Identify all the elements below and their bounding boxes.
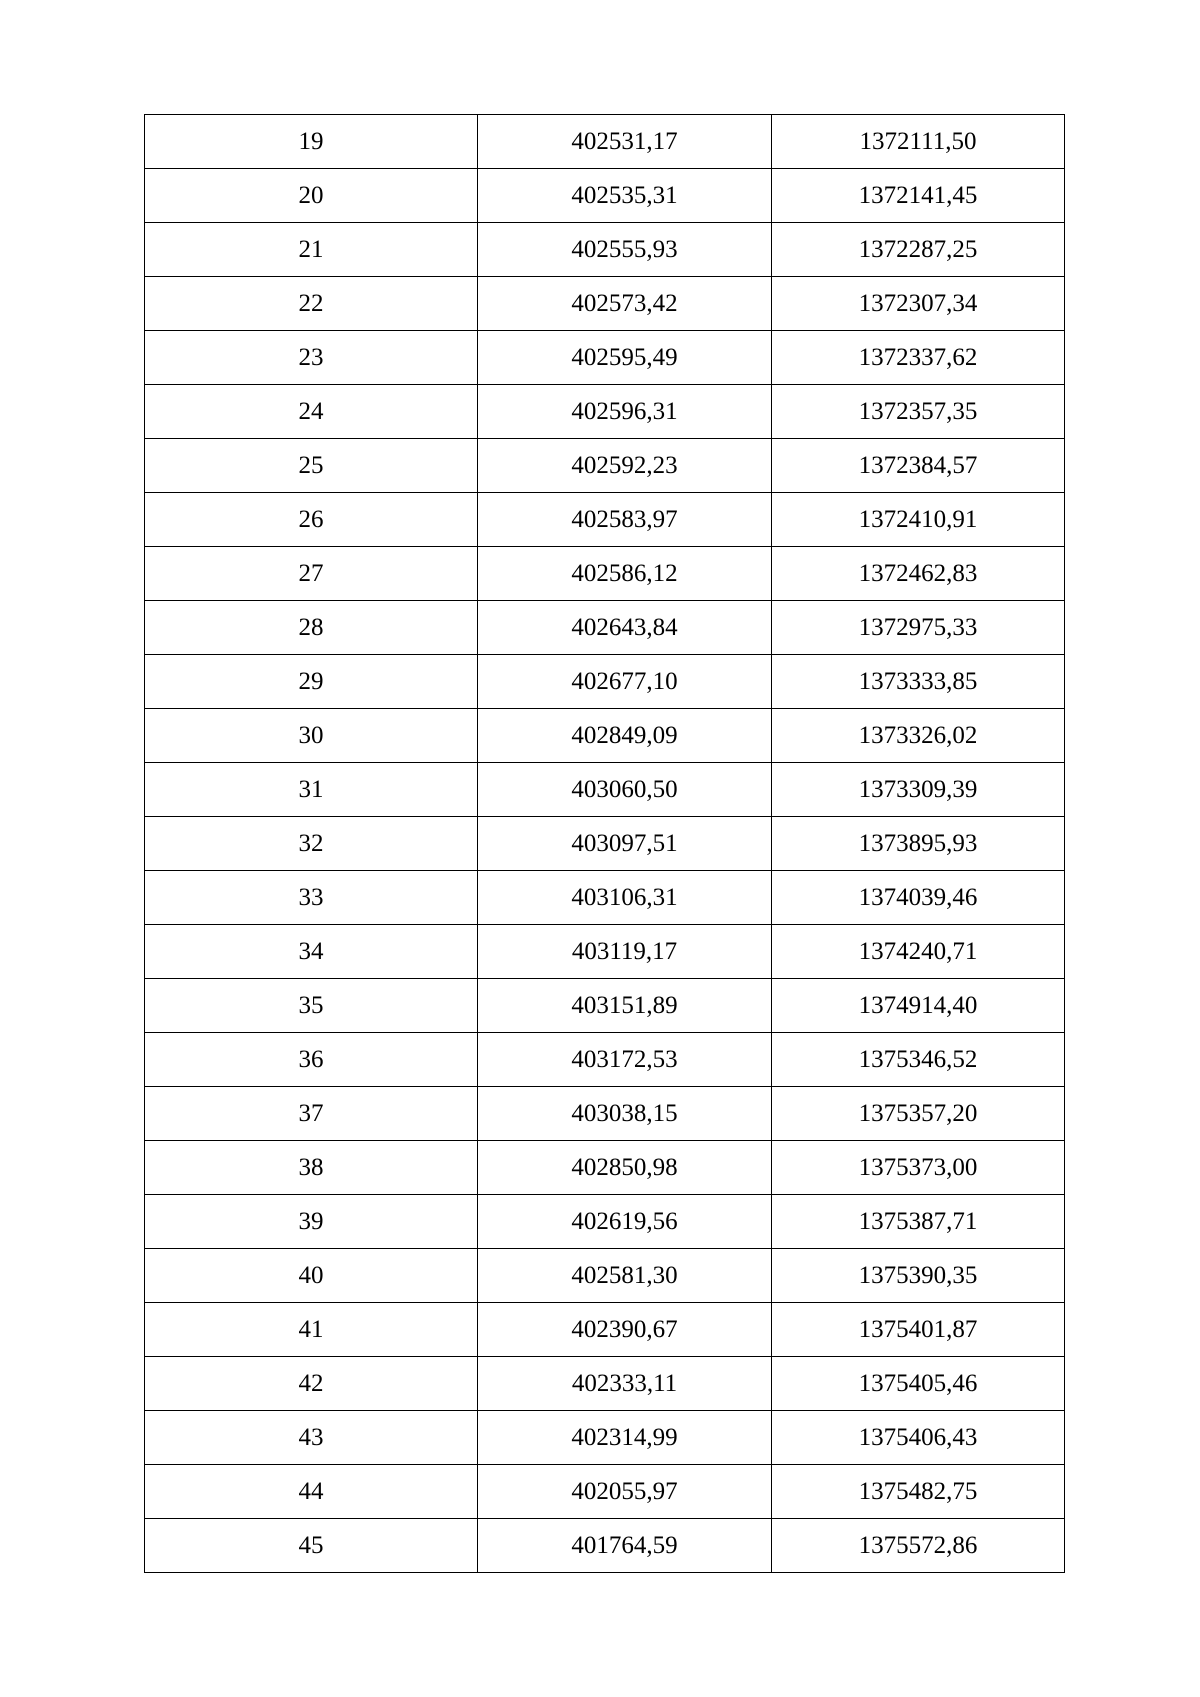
- point-number-cell: 27: [145, 547, 478, 601]
- table-row: [145, 1195, 1065, 1249]
- x-coordinate-cell: 402595,49: [478, 331, 772, 385]
- x-coordinate-cell: 402849,09: [478, 709, 772, 763]
- point-number-cell: 23: [145, 331, 478, 385]
- y-coordinate-cell: 1372287,25: [772, 223, 1065, 277]
- table-row: [145, 1303, 1065, 1357]
- point-number-cell: 26: [145, 493, 478, 547]
- x-coordinate-cell: 402643,84: [478, 601, 772, 655]
- x-coordinate-cell: 403097,51: [478, 817, 772, 871]
- table-row: [145, 1141, 1065, 1195]
- x-coordinate-cell: 403060,50: [478, 763, 772, 817]
- point-number-cell: 21: [145, 223, 478, 277]
- coordinates-table-body: [145, 115, 1065, 1573]
- x-coordinate-cell: 402592,23: [478, 439, 772, 493]
- point-number-cell: 35: [145, 979, 478, 1033]
- x-coordinate-cell: 402390,67: [478, 1303, 772, 1357]
- point-number-cell: 28: [145, 601, 478, 655]
- point-number-cell: 29: [145, 655, 478, 709]
- table-row: [145, 277, 1065, 331]
- table-row: [145, 763, 1065, 817]
- table-row: [145, 925, 1065, 979]
- y-coordinate-cell: 1375406,43: [772, 1411, 1065, 1465]
- point-number-cell: 37: [145, 1087, 478, 1141]
- y-coordinate-cell: 1373895,93: [772, 817, 1065, 871]
- table-row: [145, 169, 1065, 223]
- x-coordinate-cell: 403119,17: [478, 925, 772, 979]
- x-coordinate-cell: 402586,12: [478, 547, 772, 601]
- table-row: [145, 115, 1065, 169]
- table-row: [145, 655, 1065, 709]
- point-number-cell: 44: [145, 1465, 478, 1519]
- coordinates-table: [144, 114, 1065, 1573]
- table-row: [145, 1033, 1065, 1087]
- table-row: [145, 979, 1065, 1033]
- table-row: [145, 547, 1065, 601]
- x-coordinate-cell: 402596,31: [478, 385, 772, 439]
- point-number-cell: 42: [145, 1357, 478, 1411]
- table-row: [145, 385, 1065, 439]
- x-coordinate-cell: 403172,53: [478, 1033, 772, 1087]
- y-coordinate-cell: 1372462,83: [772, 547, 1065, 601]
- y-coordinate-cell: 1372410,91: [772, 493, 1065, 547]
- y-coordinate-cell: 1373333,85: [772, 655, 1065, 709]
- table-row: [145, 871, 1065, 925]
- y-coordinate-cell: 1375405,46: [772, 1357, 1065, 1411]
- table-row: [145, 601, 1065, 655]
- y-coordinate-cell: 1375390,35: [772, 1249, 1065, 1303]
- table-row: [145, 1519, 1065, 1573]
- point-number-cell: 30: [145, 709, 478, 763]
- table-row: [145, 223, 1065, 277]
- x-coordinate-cell: 402850,98: [478, 1141, 772, 1195]
- point-number-cell: 24: [145, 385, 478, 439]
- y-coordinate-cell: 1372141,45: [772, 169, 1065, 223]
- y-coordinate-cell: 1372111,50: [772, 115, 1065, 169]
- point-number-cell: 34: [145, 925, 478, 979]
- x-coordinate-cell: 402583,97: [478, 493, 772, 547]
- y-coordinate-cell: 1372307,34: [772, 277, 1065, 331]
- x-coordinate-cell: 402573,42: [478, 277, 772, 331]
- x-coordinate-cell: 402055,97: [478, 1465, 772, 1519]
- y-coordinate-cell: 1372337,62: [772, 331, 1065, 385]
- y-coordinate-cell: 1372357,35: [772, 385, 1065, 439]
- x-coordinate-cell: 401764,59: [478, 1519, 772, 1573]
- y-coordinate-cell: 1372384,57: [772, 439, 1065, 493]
- table-row: [145, 331, 1065, 385]
- point-number-cell: 32: [145, 817, 478, 871]
- x-coordinate-cell: 403038,15: [478, 1087, 772, 1141]
- y-coordinate-cell: 1375357,20: [772, 1087, 1065, 1141]
- point-number-cell: 20: [145, 169, 478, 223]
- point-number-cell: 39: [145, 1195, 478, 1249]
- point-number-cell: 40: [145, 1249, 478, 1303]
- x-coordinate-cell: 402531,17: [478, 115, 772, 169]
- x-coordinate-cell: 402333,11: [478, 1357, 772, 1411]
- y-coordinate-cell: 1375482,75: [772, 1465, 1065, 1519]
- point-number-cell: 38: [145, 1141, 478, 1195]
- table-row: [145, 709, 1065, 763]
- x-coordinate-cell: 403106,31: [478, 871, 772, 925]
- y-coordinate-cell: 1375373,00: [772, 1141, 1065, 1195]
- x-coordinate-cell: 402555,93: [478, 223, 772, 277]
- x-coordinate-cell: 403151,89: [478, 979, 772, 1033]
- point-number-cell: 41: [145, 1303, 478, 1357]
- point-number-cell: 33: [145, 871, 478, 925]
- table-row: [145, 1087, 1065, 1141]
- table-row: [145, 1249, 1065, 1303]
- y-coordinate-cell: 1375387,71: [772, 1195, 1065, 1249]
- table-row: [145, 1465, 1065, 1519]
- x-coordinate-cell: 402581,30: [478, 1249, 772, 1303]
- y-coordinate-cell: 1372975,33: [772, 601, 1065, 655]
- x-coordinate-cell: 402535,31: [478, 169, 772, 223]
- point-number-cell: 36: [145, 1033, 478, 1087]
- x-coordinate-cell: 402619,56: [478, 1195, 772, 1249]
- point-number-cell: 25: [145, 439, 478, 493]
- table-row: [145, 817, 1065, 871]
- y-coordinate-cell: 1374914,40: [772, 979, 1065, 1033]
- table-row: [145, 493, 1065, 547]
- table-row: [145, 439, 1065, 493]
- point-number-cell: 45: [145, 1519, 478, 1573]
- table-row: [145, 1357, 1065, 1411]
- y-coordinate-cell: 1375346,52: [772, 1033, 1065, 1087]
- y-coordinate-cell: 1373326,02: [772, 709, 1065, 763]
- point-number-cell: 19: [145, 115, 478, 169]
- y-coordinate-cell: 1374240,71: [772, 925, 1065, 979]
- y-coordinate-cell: 1373309,39: [772, 763, 1065, 817]
- x-coordinate-cell: 402314,99: [478, 1411, 772, 1465]
- table-row: [145, 1411, 1065, 1465]
- y-coordinate-cell: 1375572,86: [772, 1519, 1065, 1573]
- y-coordinate-cell: 1375401,87: [772, 1303, 1065, 1357]
- point-number-cell: 31: [145, 763, 478, 817]
- point-number-cell: 43: [145, 1411, 478, 1465]
- y-coordinate-cell: 1374039,46: [772, 871, 1065, 925]
- x-coordinate-cell: 402677,10: [478, 655, 772, 709]
- point-number-cell: 22: [145, 277, 478, 331]
